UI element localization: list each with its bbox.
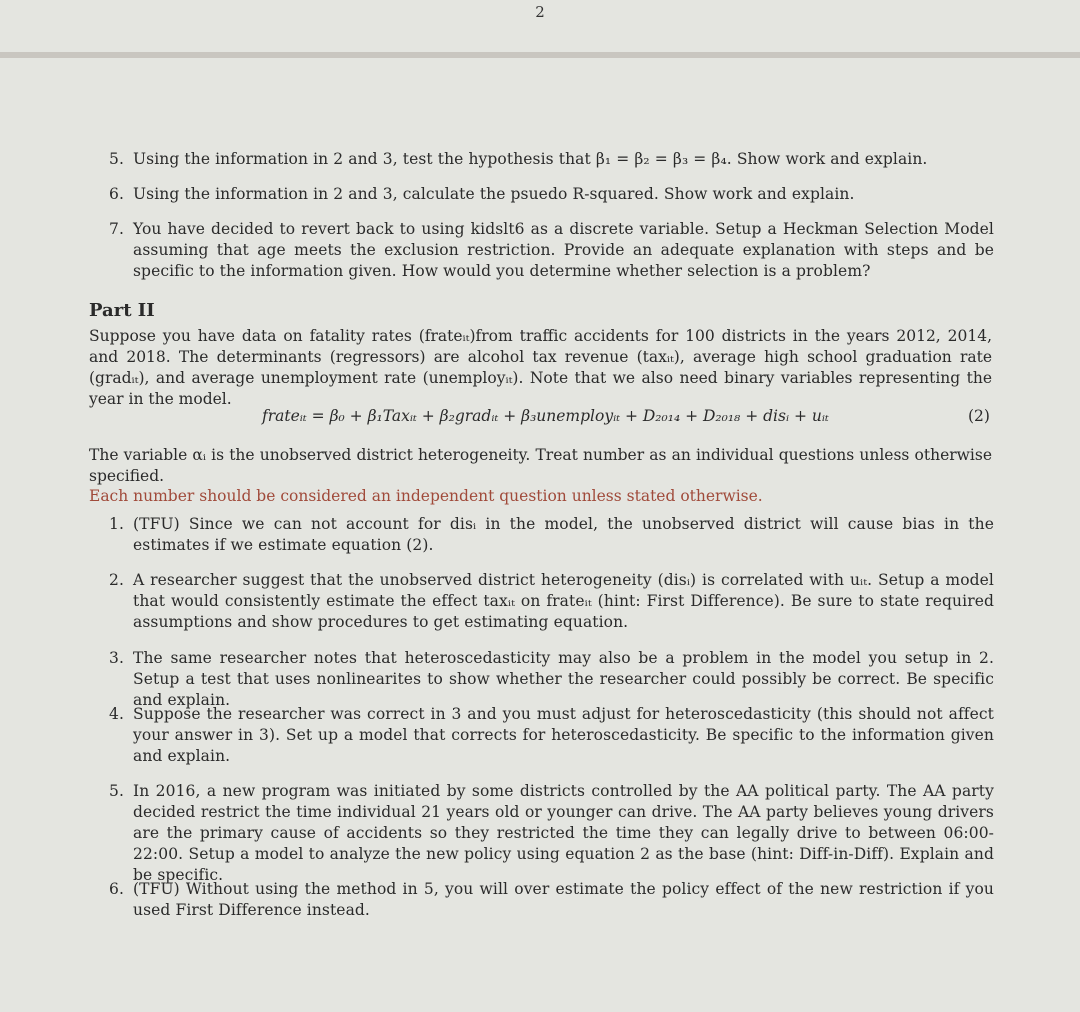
part2-after-equation: The variable αᵢ is the unobserved district heterogeneity. Treat number as an individual questions unless otherwise specified. — [89, 446, 992, 485]
part2-intro: Suppose you have data on fatality rates (frateᵢₜ)from traffic accidents for 100 districts in the years 2012, 2014, and 2018. The determinants (regressors) are alcohol tax revenue (taxᵢₜ), average high school graduation rate (gradᵢₜ), and average unemployment rate (unemployᵢₜ). Note that we also need binary variables representing the year in the model. — [89, 327, 992, 408]
question-text: (TFU) Without using the method in 5, you will over estimate the policy effect of the new restriction if you used First Difference instead. — [133, 880, 994, 919]
part2-note: Each number should be considered an independent question unless stated otherwise. — [89, 487, 763, 505]
question-number: 6. — [109, 880, 124, 898]
question-text: Suppose the researcher was correct in 3 and you must adjust for heteroscedasticity (this should not affect your answer in 3). Set up a model that corrects for heteroscedasticity. Be specific to the information given and explain. — [133, 705, 994, 765]
part1-question-7 — [109, 219, 994, 282]
part2-question-3 — [109, 648, 994, 711]
question-text: A researcher suggest that the unobserved district heterogeneity (disᵢ) is correlated with uᵢₜ. Setup a model that would consistently estimate the effect taxᵢₜ on frateᵢₜ (hint: First Difference). Be sure to state required assumptions and show procedures to get estimating equation. — [133, 571, 994, 631]
question-number: 3. — [109, 649, 124, 667]
part1-question-5 — [109, 149, 994, 170]
question-text: (TFU) Since we can not account for disᵢ in the model, the unobserved district will cause bias in the estimates if we estimate equation (2). — [133, 515, 994, 554]
page-divider — [0, 52, 1080, 58]
question-text: You have decided to revert back to using kidslt6 as a discrete variable. Setup a Heckman Selection Model assuming that age meets the exclusion restriction. Provide an adequate explanation with steps and be specific to the information given. How would you determine whether selection is a problem? — [133, 220, 994, 280]
question-number: 7. — [109, 220, 124, 238]
question-text: In 2016, a new program was initiated by some districts controlled by the AA political party. The AA party decided restrict the time individual 21 years old or younger can drive. The AA party believes young drivers are the primary cause of accidents so they restricted the time they can legally drive to between 06:00-22:00. Setup a model to analyze the new policy using equation 2 as the base (hint: Diff-in-Diff). Explain and be specific. — [133, 782, 994, 884]
page-number: 2 — [535, 3, 545, 21]
question-text: Using the information in 2 and 3, calculate the psuedo R-squared. Show work and explain. — [133, 185, 855, 203]
part2-question-2 — [109, 570, 994, 633]
question-number: 2. — [109, 571, 124, 589]
equation-body: frateᵢₜ = β₀ + β₁Taxᵢₜ + β₂gradᵢₜ + β₃unemployᵢₜ + D₂₀₁₄ + D₂₀₁₈ + disᵢ + uᵢₜ — [262, 407, 829, 425]
question-number: 1. — [109, 515, 124, 533]
part2-question-6 — [109, 879, 994, 921]
part2-heading: Part II — [89, 300, 155, 321]
question-number: 6. — [109, 185, 124, 203]
part1-question-6 — [109, 184, 994, 205]
question-number: 5. — [109, 150, 124, 168]
part2-question-1 — [109, 514, 994, 556]
question-number: 5. — [109, 782, 124, 800]
question-text: Using the information in 2 and 3, test the hypothesis that β₁ = β₂ = β₃ = β₄. Show work and explain. — [133, 150, 928, 168]
part2-question-4 — [109, 704, 994, 767]
question-number: 4. — [109, 705, 124, 723]
part2-question-5 — [109, 781, 994, 886]
equation-number: (2) — [968, 407, 990, 425]
question-text: The same researcher notes that heteroscedasticity may also be a problem in the model you setup in 2. Setup a test that uses nonlinearites to show whether the researcher could possibly be correct. Be specific and explain. — [133, 649, 994, 709]
